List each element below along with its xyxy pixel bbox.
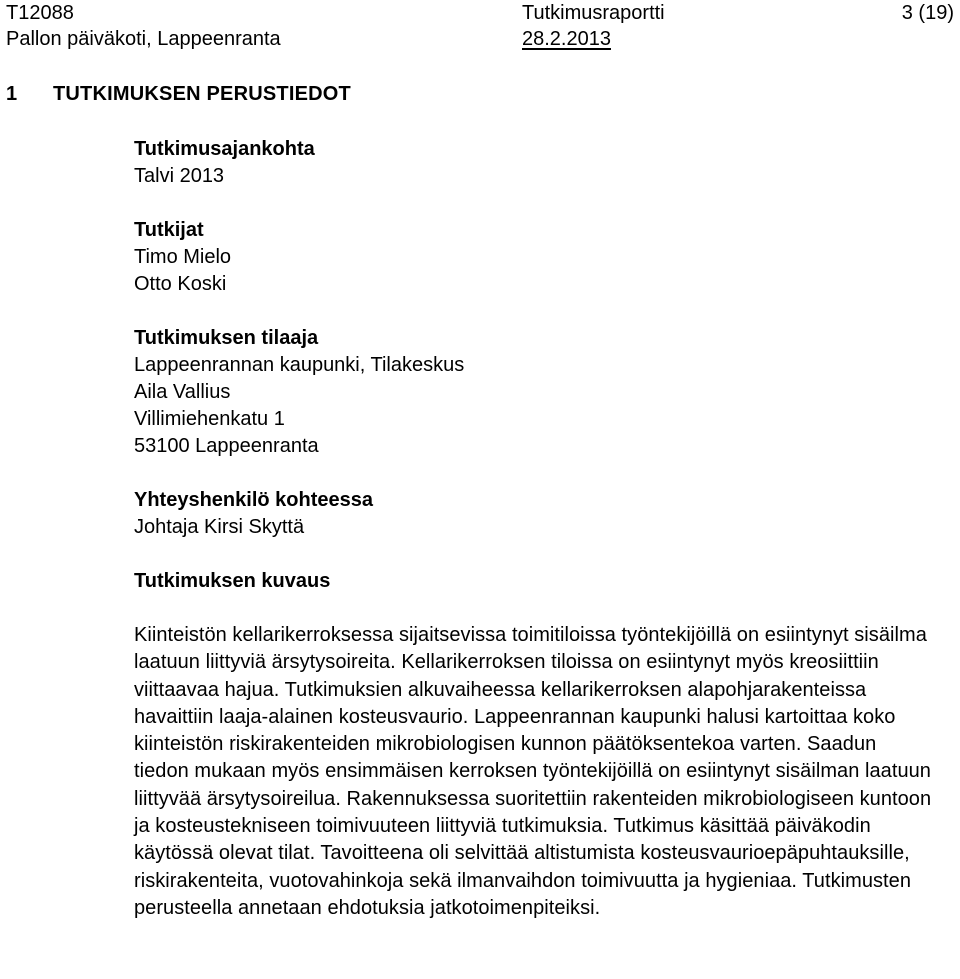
description-line: ehdotuksia jatkotoimenpiteiksi. [327, 896, 601, 919]
block-date [134, 136, 934, 190]
header-date: 28.2.2013 [522, 28, 611, 50]
description-line: mikrobiologisen kunnon päätöksentekoa varten. Saadun tiedon mukaan myös [134, 733, 877, 783]
description-line: Lappeenrannan kaupunki halusi kartoittaa koko kiinteistön riskirakenteiden [134, 705, 896, 756]
description-line: esiintynyt myös kreosiittiin viittaavaa hajua. Tutkimuksien alkuvaiheessa [134, 651, 879, 701]
description-line: kellarikerroksen alapohjarakenteissa havaittiin laaja-alainen kosteusvaurio. [134, 678, 867, 728]
description-line: ensimmäisen kerroksen työntekijöillä on esiintynyt sisäilman laatuun liittyvää [134, 760, 931, 810]
block-label: Yhteyshenkilö kohteessa [134, 489, 373, 511]
block-contact [134, 487, 934, 541]
description-line: käsittää päiväkodin käytössä olevat tilat. Tavoitteena oli selvittää altistumista [134, 815, 871, 865]
document-type: Tutkimusraportti [522, 2, 665, 24]
description-line: kuntoon ja kosteustekniseen toimivuuteen liittyviä tutkimuksia. Tutkimus [134, 787, 932, 838]
block-label: Tutkijat [134, 219, 204, 241]
page-number: 3 (19) [901, 2, 954, 24]
header-row-bottom [6, 26, 954, 52]
description-line: esiintynyt sisäilma laatuun liittyviä ärsytysoireita. Kellarikerroksen tiloissa on [134, 624, 927, 674]
block-client [134, 325, 934, 460]
description-line: ilmanvaihdon toimivuutta ja hygieniaa. Tutkimusten perusteella annetaan [134, 869, 911, 919]
block-line: 53100 Lappeenranta [134, 435, 319, 457]
block-researchers [134, 217, 934, 298]
section-number: 1 [6, 83, 18, 105]
document-code: T12088 [6, 2, 74, 24]
block-label: Tutkimuksen tilaaja [134, 327, 319, 349]
block-line: Villimiehenkatu 1 [134, 408, 285, 430]
basic-info [134, 136, 934, 922]
description-line: kosteusvaurioepäpuhtauksille, riskirakenteita, vuotovahinkoja sekä [134, 842, 910, 892]
block-line: Aila Vallius [134, 381, 231, 403]
block-label: Tutkimusajankohta [134, 138, 315, 160]
block-line: Lappeenrannan kaupunki, Tilakeskus [134, 354, 465, 376]
description-text [134, 622, 934, 922]
block-line: Timo Mielo [134, 246, 232, 268]
header-row-top [6, 0, 954, 26]
block-line: Talvi 2013 [134, 165, 225, 187]
block-line: Johtaja Kirsi Skyttä [134, 516, 305, 538]
page-header [6, 0, 954, 52]
section-heading [6, 80, 351, 108]
description-label: Tutkimuksen kuvaus [134, 570, 331, 592]
block-line: Otto Koski [134, 273, 227, 295]
description-line: Kiinteistön kellarikerroksessa sijaitsevissa toimitiloissa työntekijöillä on [134, 624, 760, 646]
description-line: ärsytysoireilua. Rakennuksessa suoritettiin rakenteiden mikrobiologiseen [206, 787, 855, 810]
block-description [134, 568, 934, 922]
section-title: TUTKIMUKSEN PERUSTIEDOT [53, 83, 351, 105]
header-location: Pallon päiväkoti, Lappeenranta [6, 28, 281, 50]
